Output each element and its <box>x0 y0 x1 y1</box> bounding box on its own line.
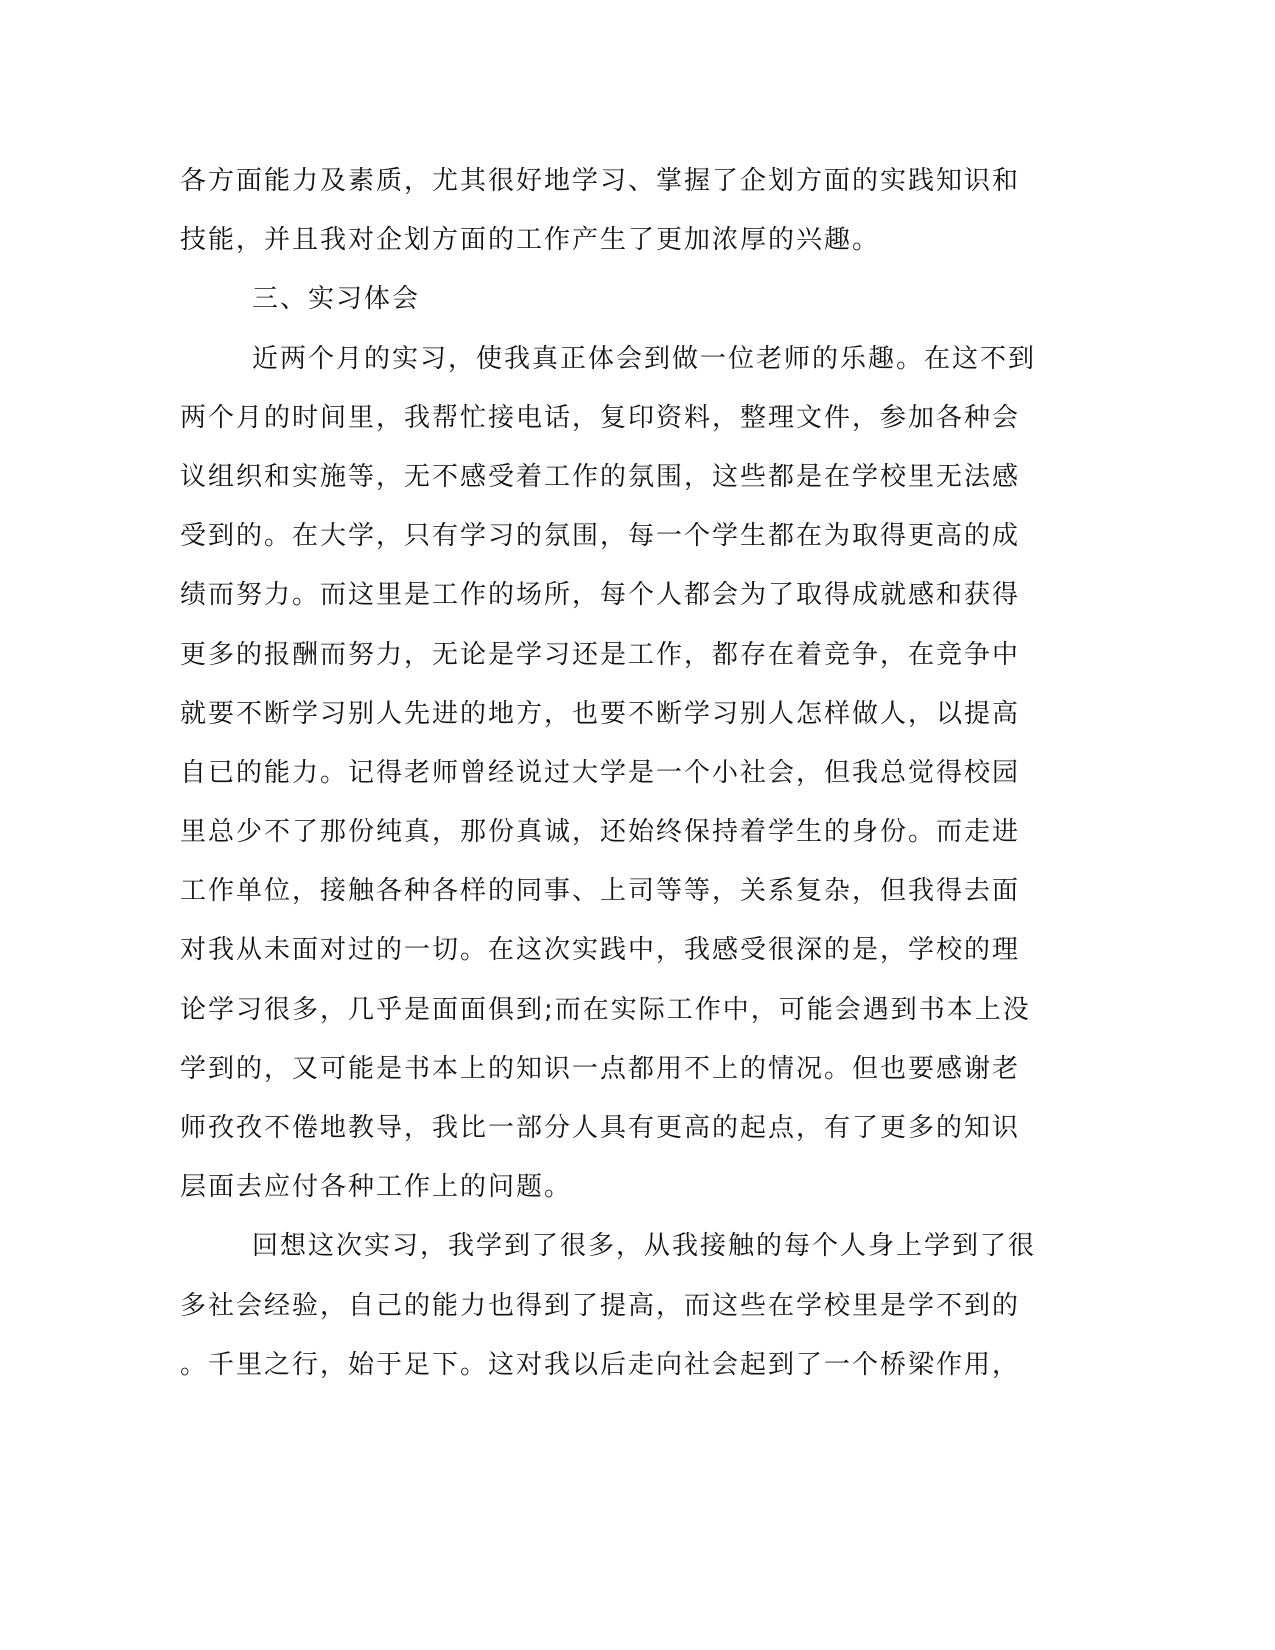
text-line: 里总少不了那份纯真，那份真诚，还始终保持着学生的身份。而走进 <box>180 817 1021 848</box>
text-line: 就要不断学习别人先进的地方，也要不断学习别人怎样做人，以提高 <box>180 698 1021 729</box>
text-line: 绩而努力。而这里是工作的场所，每个人都会为了取得成就感和获得 <box>180 580 1021 611</box>
text-line: 近两个月的实习，使我真正体会到做一位老师的乐趣。在这不到 <box>252 343 1037 374</box>
text-line: 层面去应付各种工作上的问题。 <box>180 1172 573 1203</box>
text-line: 技能，并且我对企划方面的工作产生了更加浓厚的兴趣。 <box>180 225 881 256</box>
text-line: 更多的报酬而努力，无论是学习还是工作，都存在着竞争，在竞争中 <box>180 639 1021 670</box>
body-text <box>180 152 1040 1395</box>
text-line: 受到的。在大学，只有学习的氛围，每一个学生都在为取得更高的成 <box>180 521 1021 552</box>
text-line: 。千里之行，始于足下。这对我以后走向社会起到了一个桥梁作用， <box>180 1349 1021 1380</box>
text-line: 议组织和实施等，无不感受着工作的氛围，这些都是在学校里无法感 <box>180 461 1021 492</box>
section-heading: 三、实习体会 <box>252 284 421 315</box>
text-line: 学到的，又可能是书本上的知识一点都用不上的情况。但也要感谢老 <box>180 1053 1021 1084</box>
text-line: 两个月的时间里，我帮忙接电话，复印资料，整理文件，参加各种会 <box>180 402 1021 433</box>
text-line: 各方面能力及素质，尤其很好地学习、掌握了企划方面的实践知识和 <box>180 166 1021 196</box>
text-line: 工作单位，接触各种各样的同事、上司等等，关系复杂，但我得去面 <box>180 876 1021 907</box>
text-line: 论学习很多，几乎是面面俱到;而在实际工作中，可能会遇到书本上没 <box>180 994 1031 1025</box>
text-line: 对我从未面对过的一切。在这次实践中，我感受很深的是，学校的理 <box>180 935 1021 966</box>
text-line: 回想这次实习，我学到了很多，从我接触的每个人身上学到了很 <box>252 1231 1037 1262</box>
text-line: 自已的能力。记得老师曾经说过大学是一个小社会，但我总觉得校园 <box>180 757 1021 788</box>
text-line: 师孜孜不倦地教导，我比一部分人具有更高的起点，有了更多的知识 <box>180 1113 1021 1143</box>
text-line: 多社会经验，自己的能力也得到了提高，而这些在学校里是学不到的 <box>180 1290 1021 1321</box>
